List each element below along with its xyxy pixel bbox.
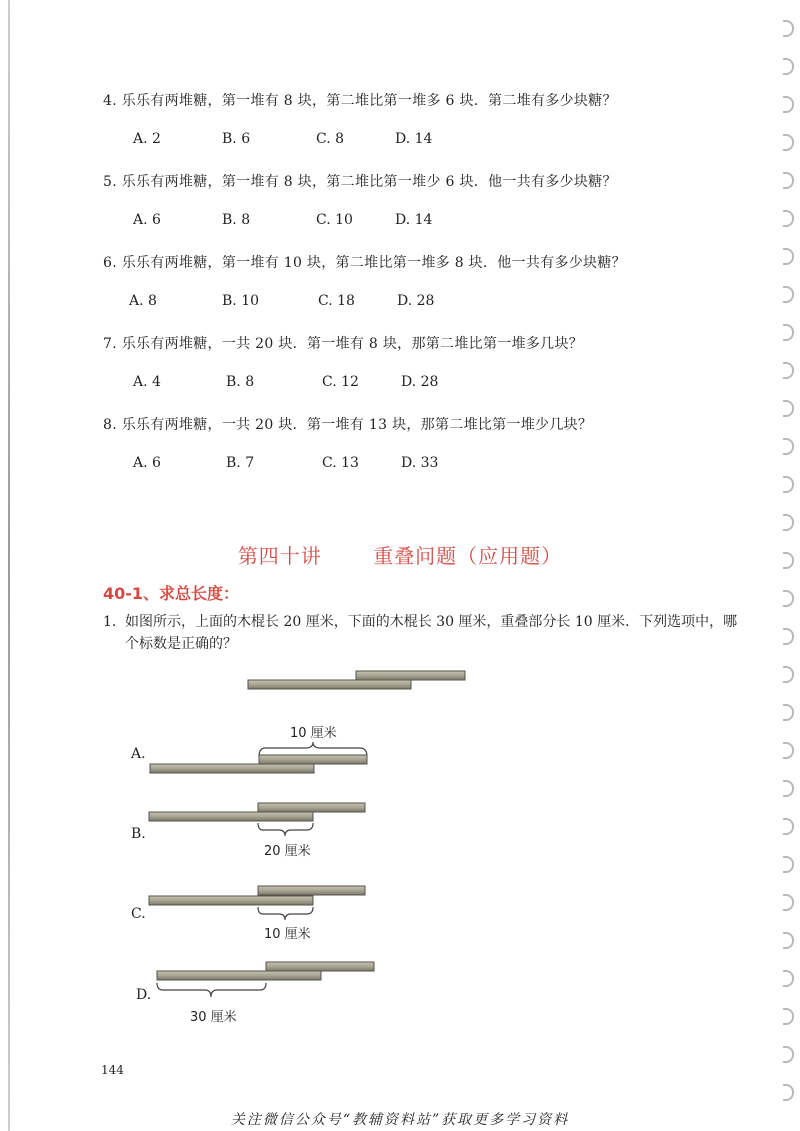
stick-bottom bbox=[149, 896, 313, 905]
problem-number: 1. bbox=[103, 614, 117, 630]
question-number: 4. bbox=[103, 93, 117, 109]
option-a: A. 8 bbox=[129, 293, 157, 309]
lecture-number: 第四十讲 bbox=[237, 544, 322, 568]
option-d: D. 14 bbox=[395, 131, 433, 147]
option-a: A. 6 bbox=[133, 212, 161, 228]
option-c: C. 10 bbox=[316, 212, 353, 228]
option-a: A. 6 bbox=[133, 455, 161, 471]
problem-text: 如图所示，上面的木棍长 20 厘米，下面的木棍长 30 厘米，重叠部分长 10 厘米．下列选项中，哪个标数是正确的？ bbox=[125, 614, 738, 652]
option-c: C. 13 bbox=[322, 455, 359, 471]
figure-option-letter: D. bbox=[136, 987, 152, 1003]
option-d: D. 14 bbox=[395, 212, 433, 228]
lecture-topic: 重叠问题（应用题） bbox=[373, 544, 563, 568]
stick-top bbox=[259, 755, 367, 764]
option-c: C. 12 bbox=[322, 374, 359, 390]
option-b: B. 8 bbox=[222, 212, 251, 228]
footer-watermark: 关注微信公众号“教辅资料站”获取更多学习资料 bbox=[230, 1112, 570, 1128]
stick-top bbox=[266, 962, 374, 971]
measure-label: 10 厘米 bbox=[264, 927, 311, 942]
brace-b bbox=[258, 823, 313, 836]
option-c: C. 18 bbox=[318, 293, 355, 309]
measure-label: 10 厘米 bbox=[290, 726, 337, 741]
option-c: C. 8 bbox=[316, 131, 345, 147]
option-a: A. 2 bbox=[133, 131, 161, 147]
question-text: 乐乐有两堆糖，第一堆有 10 块，第二堆比第一堆多 8 块．他一共有多少块糖？ bbox=[121, 255, 626, 271]
figure-option-letter: B. bbox=[131, 826, 146, 842]
stick-bottom bbox=[149, 812, 313, 821]
brace-c bbox=[258, 907, 313, 920]
option-d: D. 28 bbox=[397, 293, 435, 309]
stick-top bbox=[258, 886, 365, 895]
question-number: 6. bbox=[103, 255, 117, 271]
question-text: 乐乐有两堆糖，一共 20 块．第一堆有 13 块，那第二堆比第一堆少几块？ bbox=[121, 417, 593, 433]
stick-bottom bbox=[157, 971, 321, 980]
question-number: 8. bbox=[103, 417, 117, 433]
option-d: D. 33 bbox=[401, 455, 439, 471]
figure-option-letter: C. bbox=[131, 906, 146, 922]
question-text: 乐乐有两堆糖，第一堆有 8 块，第二堆比第一堆少 6 块．他一共有多少块糖？ bbox=[121, 174, 617, 190]
question-text: 乐乐有两堆糖，一共 20 块．第一堆有 8 块，那第二堆比第一堆多几块？ bbox=[121, 336, 584, 352]
stick-bottom bbox=[150, 764, 314, 773]
measure-label: 20 厘米 bbox=[264, 844, 311, 859]
figure-option-letter: A. bbox=[131, 746, 146, 762]
question-number: 5. bbox=[103, 174, 117, 190]
option-b: B. 7 bbox=[226, 455, 255, 471]
option-b: B. 8 bbox=[226, 374, 255, 390]
question-text: 乐乐有两堆糖，第一堆有 8 块，第二堆比第一堆多 6 块．第二堆有多少块糖？ bbox=[121, 93, 617, 109]
page-number: 144 bbox=[101, 1063, 124, 1077]
option-d: D. 28 bbox=[401, 374, 439, 390]
option-b: B. 6 bbox=[222, 131, 251, 147]
option-a: A. 4 bbox=[133, 374, 161, 390]
measure-label: 30 厘米 bbox=[190, 1010, 237, 1025]
brace-d bbox=[157, 983, 266, 997]
question-number: 7. bbox=[103, 336, 117, 352]
option-b: B. 10 bbox=[222, 293, 260, 309]
stick-top bbox=[258, 803, 365, 812]
stick-top bbox=[356, 671, 465, 680]
section-heading: 40-1、求总长度： bbox=[103, 584, 240, 603]
stick-bottom bbox=[248, 680, 411, 689]
